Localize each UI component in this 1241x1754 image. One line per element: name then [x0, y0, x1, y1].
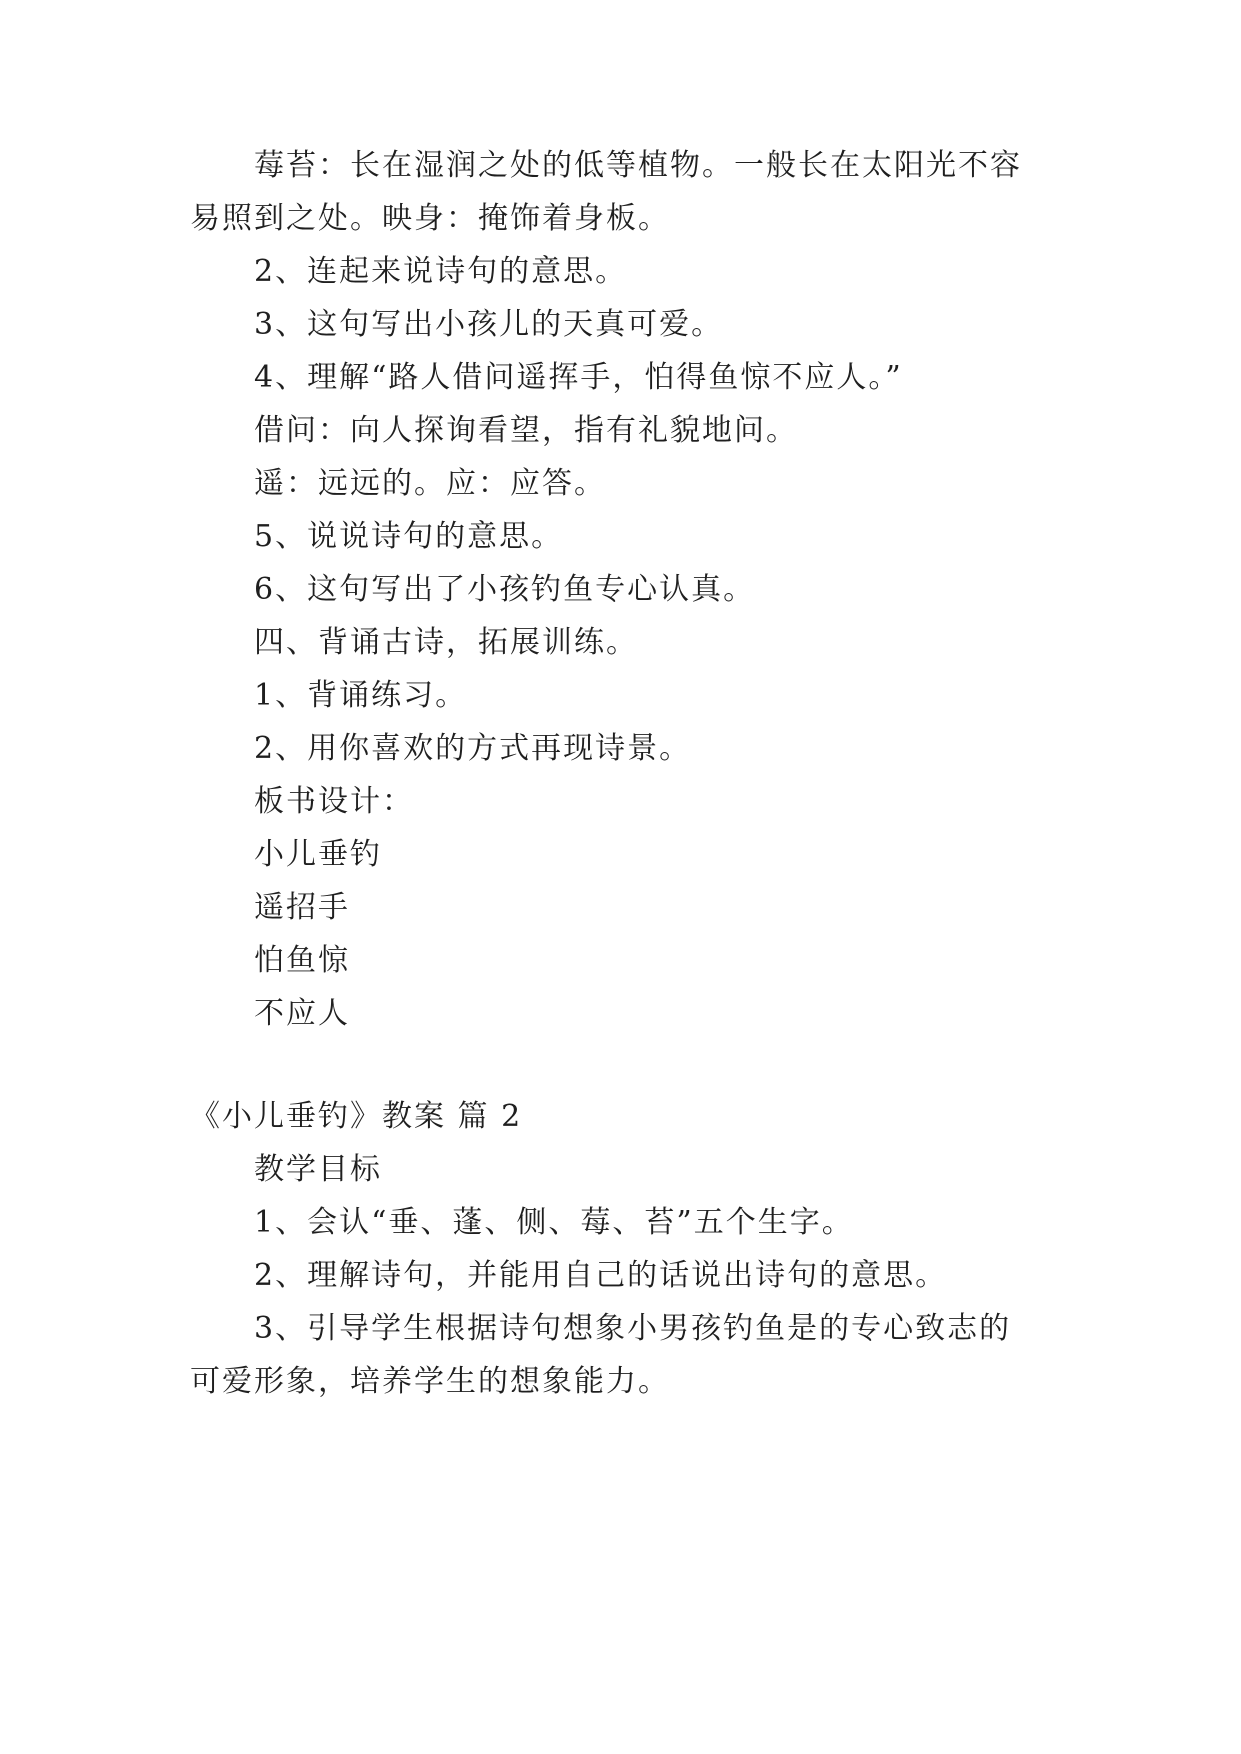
section-paragraph-1: 教学目标	[254, 1152, 382, 1187]
paragraph-line-7: 遥：远远的。应：应答。	[254, 466, 606, 501]
paragraph-line-12: 2、用你喜欢的方式再现诗景。	[254, 731, 692, 766]
paragraph-line-9: 6、这句写出了小孩钓鱼专心认真。	[254, 572, 756, 607]
paragraph-line-8: 5、说说诗句的意思。	[254, 519, 564, 554]
paragraph-line-17: 不应人	[254, 996, 350, 1031]
section-paragraph-3: 2、理解诗句，并能用自己的话说出诗句的意思。	[254, 1258, 948, 1293]
paragraph-line-4: 3、这句写出小孩儿的天真可爱。	[254, 307, 724, 342]
paragraph-line-13: 板书设计：	[254, 784, 414, 819]
paragraph-line-6: 借问：向人探询看望，指有礼貌地问。	[254, 413, 798, 448]
paragraph-line-1: 莓苔：长在湿润之处的低等植物。一般长在太阳光不容	[254, 148, 1022, 183]
paragraph-line-14: 小儿垂钓	[254, 837, 382, 872]
paragraph-line-11: 1、背诵练习。	[254, 678, 468, 713]
section-paragraph-2: 1、会认“垂、蓬、侧、莓、苔”五个生字。	[254, 1205, 854, 1240]
paragraph-line-2: 易照到之处。映身：掩饰着身板。	[190, 201, 670, 236]
paragraph-line-5: 4、理解“路人借问遥挥手，怕得鱼惊不应人。”	[254, 360, 903, 395]
paragraph-line-10: 四、背诵古诗，拓展训练。	[254, 625, 638, 660]
paragraph-line-16: 怕鱼惊	[254, 943, 350, 978]
section-paragraph-5: 可爱形象，培养学生的想象能力。	[190, 1364, 670, 1399]
section-paragraph-4: 3、引导学生根据诗句想象小男孩钓鱼是的专心致志的	[254, 1311, 1012, 1346]
paragraph-line-3: 2、连起来说诗句的意思。	[254, 254, 628, 289]
paragraph-line-15: 遥招手	[254, 890, 350, 925]
section-title: 《小儿垂钓》教案 篇 2	[190, 1099, 523, 1134]
